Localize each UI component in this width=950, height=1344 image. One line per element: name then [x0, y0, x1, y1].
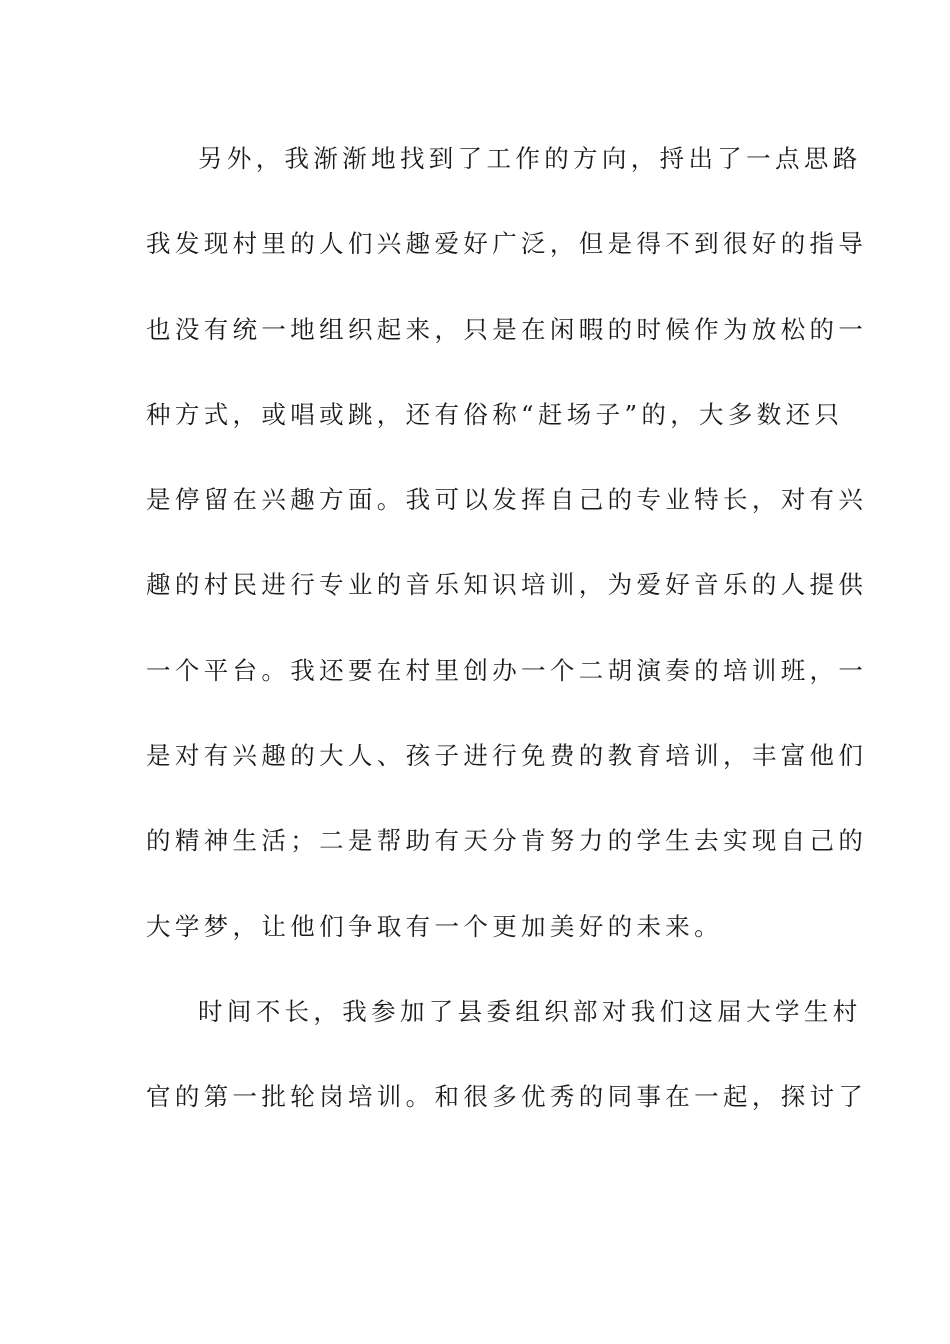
paragraph-1-line-6: 趣的村民进行专业的音乐知识培训，为爱好音乐的人提供	[146, 570, 868, 600]
paragraph-1-line-5: 是停留在兴趣方面。我可以发挥自己的专业特长，对有兴	[146, 485, 868, 515]
paragraph-2-line-2: 官的第一批轮岗培训。和很多优秀的同事在一起，探讨了	[146, 1082, 868, 1112]
paragraph-1-line-4: 种方式，或唱或跳，还有俗称“赶场子”的，大多数还只	[146, 399, 844, 429]
paragraph-1-line-2: 我发现村里的人们兴趣爱好广泛，但是得不到很好的指导	[146, 229, 868, 259]
paragraph-1-line-1: 另外，我渐渐地找到了工作的方向，捋出了一点思路	[198, 144, 862, 173]
paragraph-1-line-3: 也没有统一地组织起来，只是在闲暇的时候作为放松的一	[146, 314, 868, 344]
paragraph-1-line-10: 大学梦，让他们争取有一个更加美好的未来。	[146, 911, 723, 941]
paragraph-1-line-7: 一个平台。我还要在村里创办一个二胡演奏的培训班，一	[146, 655, 868, 685]
paragraph-1-line-9: 的精神生活；二是帮助有天分肯努力的学生去实现自己的	[146, 826, 868, 856]
body-text	[146, 132, 868, 1156]
paragraph-1-line-8: 是对有兴趣的大人、孩子进行免费的教育培训，丰富他们	[146, 741, 868, 771]
paragraph-2-line-1: 时间不长，我参加了县委组织部对我们这届大学生村	[198, 996, 862, 1026]
